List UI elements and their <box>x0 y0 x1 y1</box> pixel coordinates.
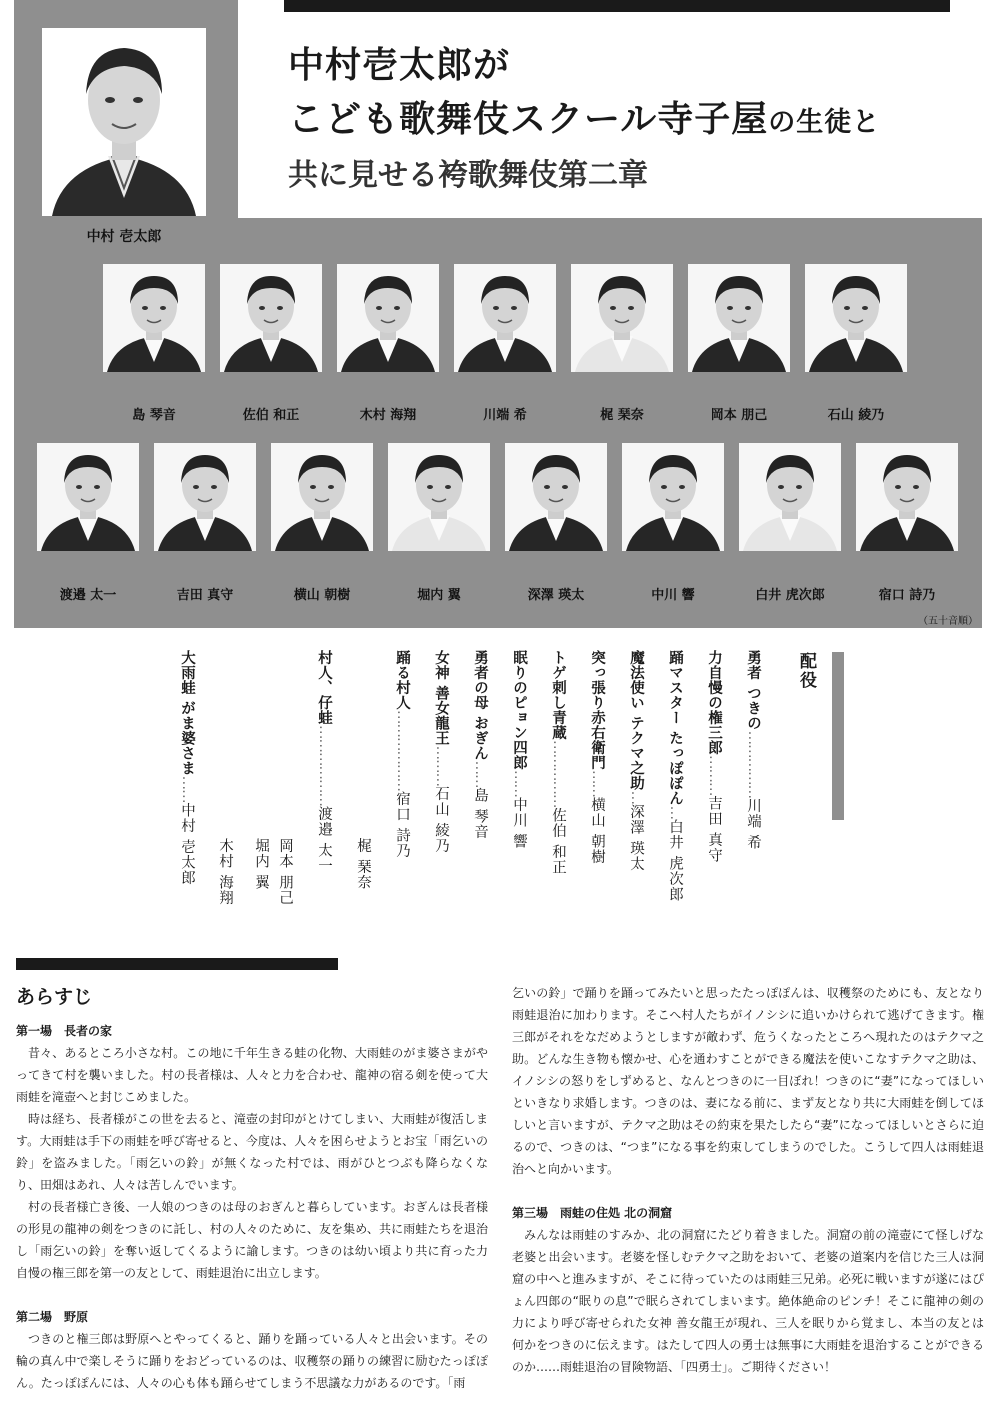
cast-actor: 中村 壱太郎 <box>179 802 195 886</box>
title-line-2-tail: の生徒と <box>768 107 881 138</box>
cast-entry-11 <box>313 650 335 950</box>
row1-student-name-2: 佐伯 和正 <box>242 408 300 423</box>
scene-1-title: 第一場 長者の家 <box>16 1024 113 1038</box>
cast-dots: …… <box>511 770 527 797</box>
cast-dots: …… <box>472 760 488 788</box>
cast-actor: 宿口 詩乃 <box>394 791 410 859</box>
cast-entry-6 <box>547 650 569 950</box>
cast-actor: 佐伯 和正 <box>550 807 566 876</box>
scene-1-paragraph-3: 村の長者様亡き後、一人娘のつきのは母のおぎんと暮らしています。おぎんは長者様の形見の龍神の剣をつきのに託し、村の人々のために、友を集め、共に雨蛙たちを退治し「雨乞いの鈴」を奪い返してくるように諭します。つきのは幼い頃より共に育った力自慢の権三郎を第一の友として、雨蛙退治に出立します。 <box>16 1200 488 1280</box>
row2-student-name-1: 渡邉 太一 <box>59 588 117 603</box>
row2-student-name-7: 白井 虎次郎 <box>755 588 825 603</box>
title-line-3: 共に見せる袴歌舞伎第二章 <box>288 158 648 193</box>
row2-student-photo-3 <box>271 443 373 551</box>
lead-actor-name: 中村 壱太郎 <box>86 229 162 245</box>
cast-actor: 横山 朝樹 <box>589 797 605 865</box>
row2-student-photo-7 <box>739 443 841 551</box>
cast-entry-5 <box>586 650 608 950</box>
synopsis-title: あらすじ <box>16 986 93 1008</box>
cast-role: 村人、仔蛙 <box>316 650 332 725</box>
row1-student-name-5: 梶 琹奈 <box>600 408 644 423</box>
row2-student-photo-1 <box>37 443 139 551</box>
scene-2-title: 第二場 野原 <box>16 1310 89 1324</box>
page-title <box>288 40 978 201</box>
cast-role: 眠りのピョン四郎 <box>511 650 527 770</box>
row1-student-name-3: 木村 海翔 <box>359 408 417 423</box>
cast-role: 勇者の母 おぎん <box>472 650 488 761</box>
cast-entry-8 <box>469 650 491 950</box>
cast-role: 踊る村人 <box>394 650 410 710</box>
cast-role: 力自慢の権三郎 <box>706 650 722 755</box>
cast-dots: ……… <box>433 745 449 787</box>
title-line-2 <box>288 92 978 151</box>
scene-2-paragraph-2: 乞いの鈴」で踊りを踊ってみたいと思ったたっぽぽんは、収穫祭のためにも、友となり雨蛙退治に加わります。そこへ村人たちがイノシシに追いかけられて逃げてきます。権三郎がそれをなだめようとしますが敵わず、危うくなったところへ現れたのはテクマ之助。どんな生き物も懐かせ、心を通わすことができる魔法を使いこなすテクマ之助は、イノシシの怒りをしずめると、なんとつきのに一目ぼれ！つきのに“妻”になってほしいといきなり求婚します。つきのは、妻になる前に、まず友となり共に大雨蛙を倒してほしいと言いますが、テクマ之助はその約束を果たしたら“妻”になってほしいとさらに迫るので、つきのは、“つま”になる事を約束してしまうのでした。こうして四人は雨蛙退治へと向かいます。 <box>512 986 984 1176</box>
row2-student-photo-5 <box>505 443 607 551</box>
cast-extra-actor-1: 梶 琹奈 <box>355 838 371 891</box>
scene-2-paragraph-1: つきのと権三郎は野原へとやってくると、踊りを踊っている人々と出会います。その輪の真ん中で楽しそうに踊りをおどっているのは、収穫祭の踊りの練習に励むたっぽぽん。たっぽぽんには、人々の心も体も踊らせてしまう不思議な力があるのです。「雨 <box>16 1332 488 1390</box>
row2-student-name-4: 堀内 翼 <box>417 588 461 603</box>
scene-1-paragraph-2: 時は経ち、長者様がこの世を去ると、滝壺の封印がとけてしまい、大雨蛙が復活します。大雨蛙は手下の雨蛙を呼び寄せると、今度は、人々を困らせようとお宝「雨乞いの鈴」を盗みました。「雨乞いの鈴」が無くなった村では、雨がひとつぶも降らなくなり、田畑はあれ、人々は苦しんでいます。 <box>16 1112 488 1192</box>
row1-student-photo-1 <box>103 264 205 372</box>
scene-3-title: 第三場 雨蛙の住処 北の洞窟 <box>512 1206 673 1220</box>
cast-extra-actor-3: 堀内 翼 <box>253 838 269 891</box>
row1-student-name-1: 島 琴音 <box>132 408 176 423</box>
row2-student-name-8: 宿口 詩乃 <box>878 588 936 603</box>
row2-student-photo-4 <box>388 443 490 551</box>
cast-role: 大雨蛙 がま婆さま <box>179 650 195 776</box>
cast-actor: 中川 響 <box>511 797 527 850</box>
cast-entry-9 <box>430 650 452 950</box>
cast-extra-actor-4: 木村 海翔 <box>217 838 233 906</box>
cast-actor: 石山 綾乃 <box>433 786 449 854</box>
cast-dots: ……………… <box>316 725 332 806</box>
cast-dots: …… <box>589 770 605 797</box>
cast-entry-2 <box>703 650 725 950</box>
title-line-2-main: こども歌舞伎スクール寺子屋 <box>288 99 769 140</box>
cast-heading: 配役 <box>796 652 816 690</box>
cast-gray-bar <box>832 652 844 820</box>
cast-entry-12 <box>176 650 198 950</box>
scene-1-paragraph-1: 昔々、あるところ小さな村。この地に千年生きる蛙の化物、大雨蛙のがま婆さまがやってきて村を襲いました。村の長者様は、人々と力を合わせ、龍神の宿る剣を使って大雨蛙を滝壺へと封じこめました。 <box>16 1046 488 1104</box>
row2-student-name-5: 深澤 瑛太 <box>527 588 585 603</box>
title-line-1: 中村壱太郎が <box>288 45 511 86</box>
row2-student-name-2: 吉田 真守 <box>176 588 234 603</box>
cast-dots: …… <box>179 775 195 803</box>
row2-student-photo-8 <box>856 443 958 551</box>
row1-student-name-4: 川端 希 <box>483 408 527 423</box>
scene-3-paragraph-1: みんなは雨蛙のすみか、北の洞窟にたどり着きました。洞窟の前の滝壺にて怪しげな老婆と出会います。老婆を怪しむテクマ之助をおいて、老婆の道案内を信じた三人は洞窟の中へと進みますが、そこに待っていたのは雨蛙三兄弟。必死に戦いますが遂にはぴょん四郎の“眠りの息”で眠らされてしまいます。絶体絶命のピンチ！そこに龍神の剣の力により呼び寄せられた女神 善女龍王が現れ、三人を眠りから覚まし、本当の友とは何かをつきのに伝えます。はたして四人の勇士は無事に大雨蛙を退治することができるのか……雨蛙退治の冒険物語、「四勇士」。ご期待ください！ <box>512 1228 984 1374</box>
row1-student-photo-2 <box>220 264 322 372</box>
cast-dots: … <box>667 805 683 820</box>
order-note: （五十音順） <box>918 616 978 627</box>
cast-dots: …………… <box>745 730 761 799</box>
cast-entry-10 <box>391 650 413 950</box>
row2-student-photo-2 <box>154 443 256 551</box>
cast-actor: 白井 虎次郎 <box>667 819 683 903</box>
cast-actor: 島 琴音 <box>472 787 488 840</box>
synopsis-column-left <box>16 1020 488 1394</box>
cast-entry-1 <box>742 650 764 950</box>
cast-actor: 渡邉 太一 <box>316 806 332 874</box>
lead-actor-photo <box>42 28 206 216</box>
cast-actor: 川端 希 <box>745 798 761 851</box>
cast-extra-actor-2: 岡本 朋己 <box>277 838 293 906</box>
cast-actor: 吉田 真守 <box>706 795 722 864</box>
synopsis-black-bar <box>16 958 338 970</box>
row1-student-photo-7 <box>805 264 907 372</box>
row2-student-photo-6 <box>622 443 724 551</box>
row1-student-photo-4 <box>454 264 556 372</box>
row1-student-photo-6 <box>688 264 790 372</box>
top-black-bar <box>284 0 950 12</box>
row2-student-name-6: 中川 響 <box>651 588 695 603</box>
cast-dots: ……………… <box>394 710 410 791</box>
synopsis-column-right <box>512 982 984 1378</box>
cast-role: 踊マスター たっぽぽん <box>667 650 683 806</box>
cast-dots: …………… <box>550 740 566 808</box>
cast-role: 勇者 つきの <box>745 650 761 731</box>
row1-student-name-7: 石山 綾乃 <box>827 408 885 423</box>
cast-entry-4 <box>625 650 647 950</box>
cast-role: 突っ張り赤右衛門 <box>589 650 605 770</box>
cast-entry-3 <box>664 650 686 950</box>
cast-dots: ……… <box>706 755 722 796</box>
row1-student-name-6: 岡本 朋己 <box>710 408 768 423</box>
cast-dots: … <box>628 790 644 805</box>
cast-role: 女神 善女龍王 <box>433 650 449 746</box>
cast-role: 魔法使い テクマ之助 <box>628 650 644 791</box>
cast-actor: 深澤 瑛太 <box>628 804 644 872</box>
row2-student-name-3: 横山 朝樹 <box>293 588 351 603</box>
row1-student-photo-5 <box>571 264 673 372</box>
cast-entry-7 <box>508 650 530 950</box>
row1-student-photo-3 <box>337 264 439 372</box>
cast-role: トゲ刺し青蔵 <box>550 650 566 740</box>
